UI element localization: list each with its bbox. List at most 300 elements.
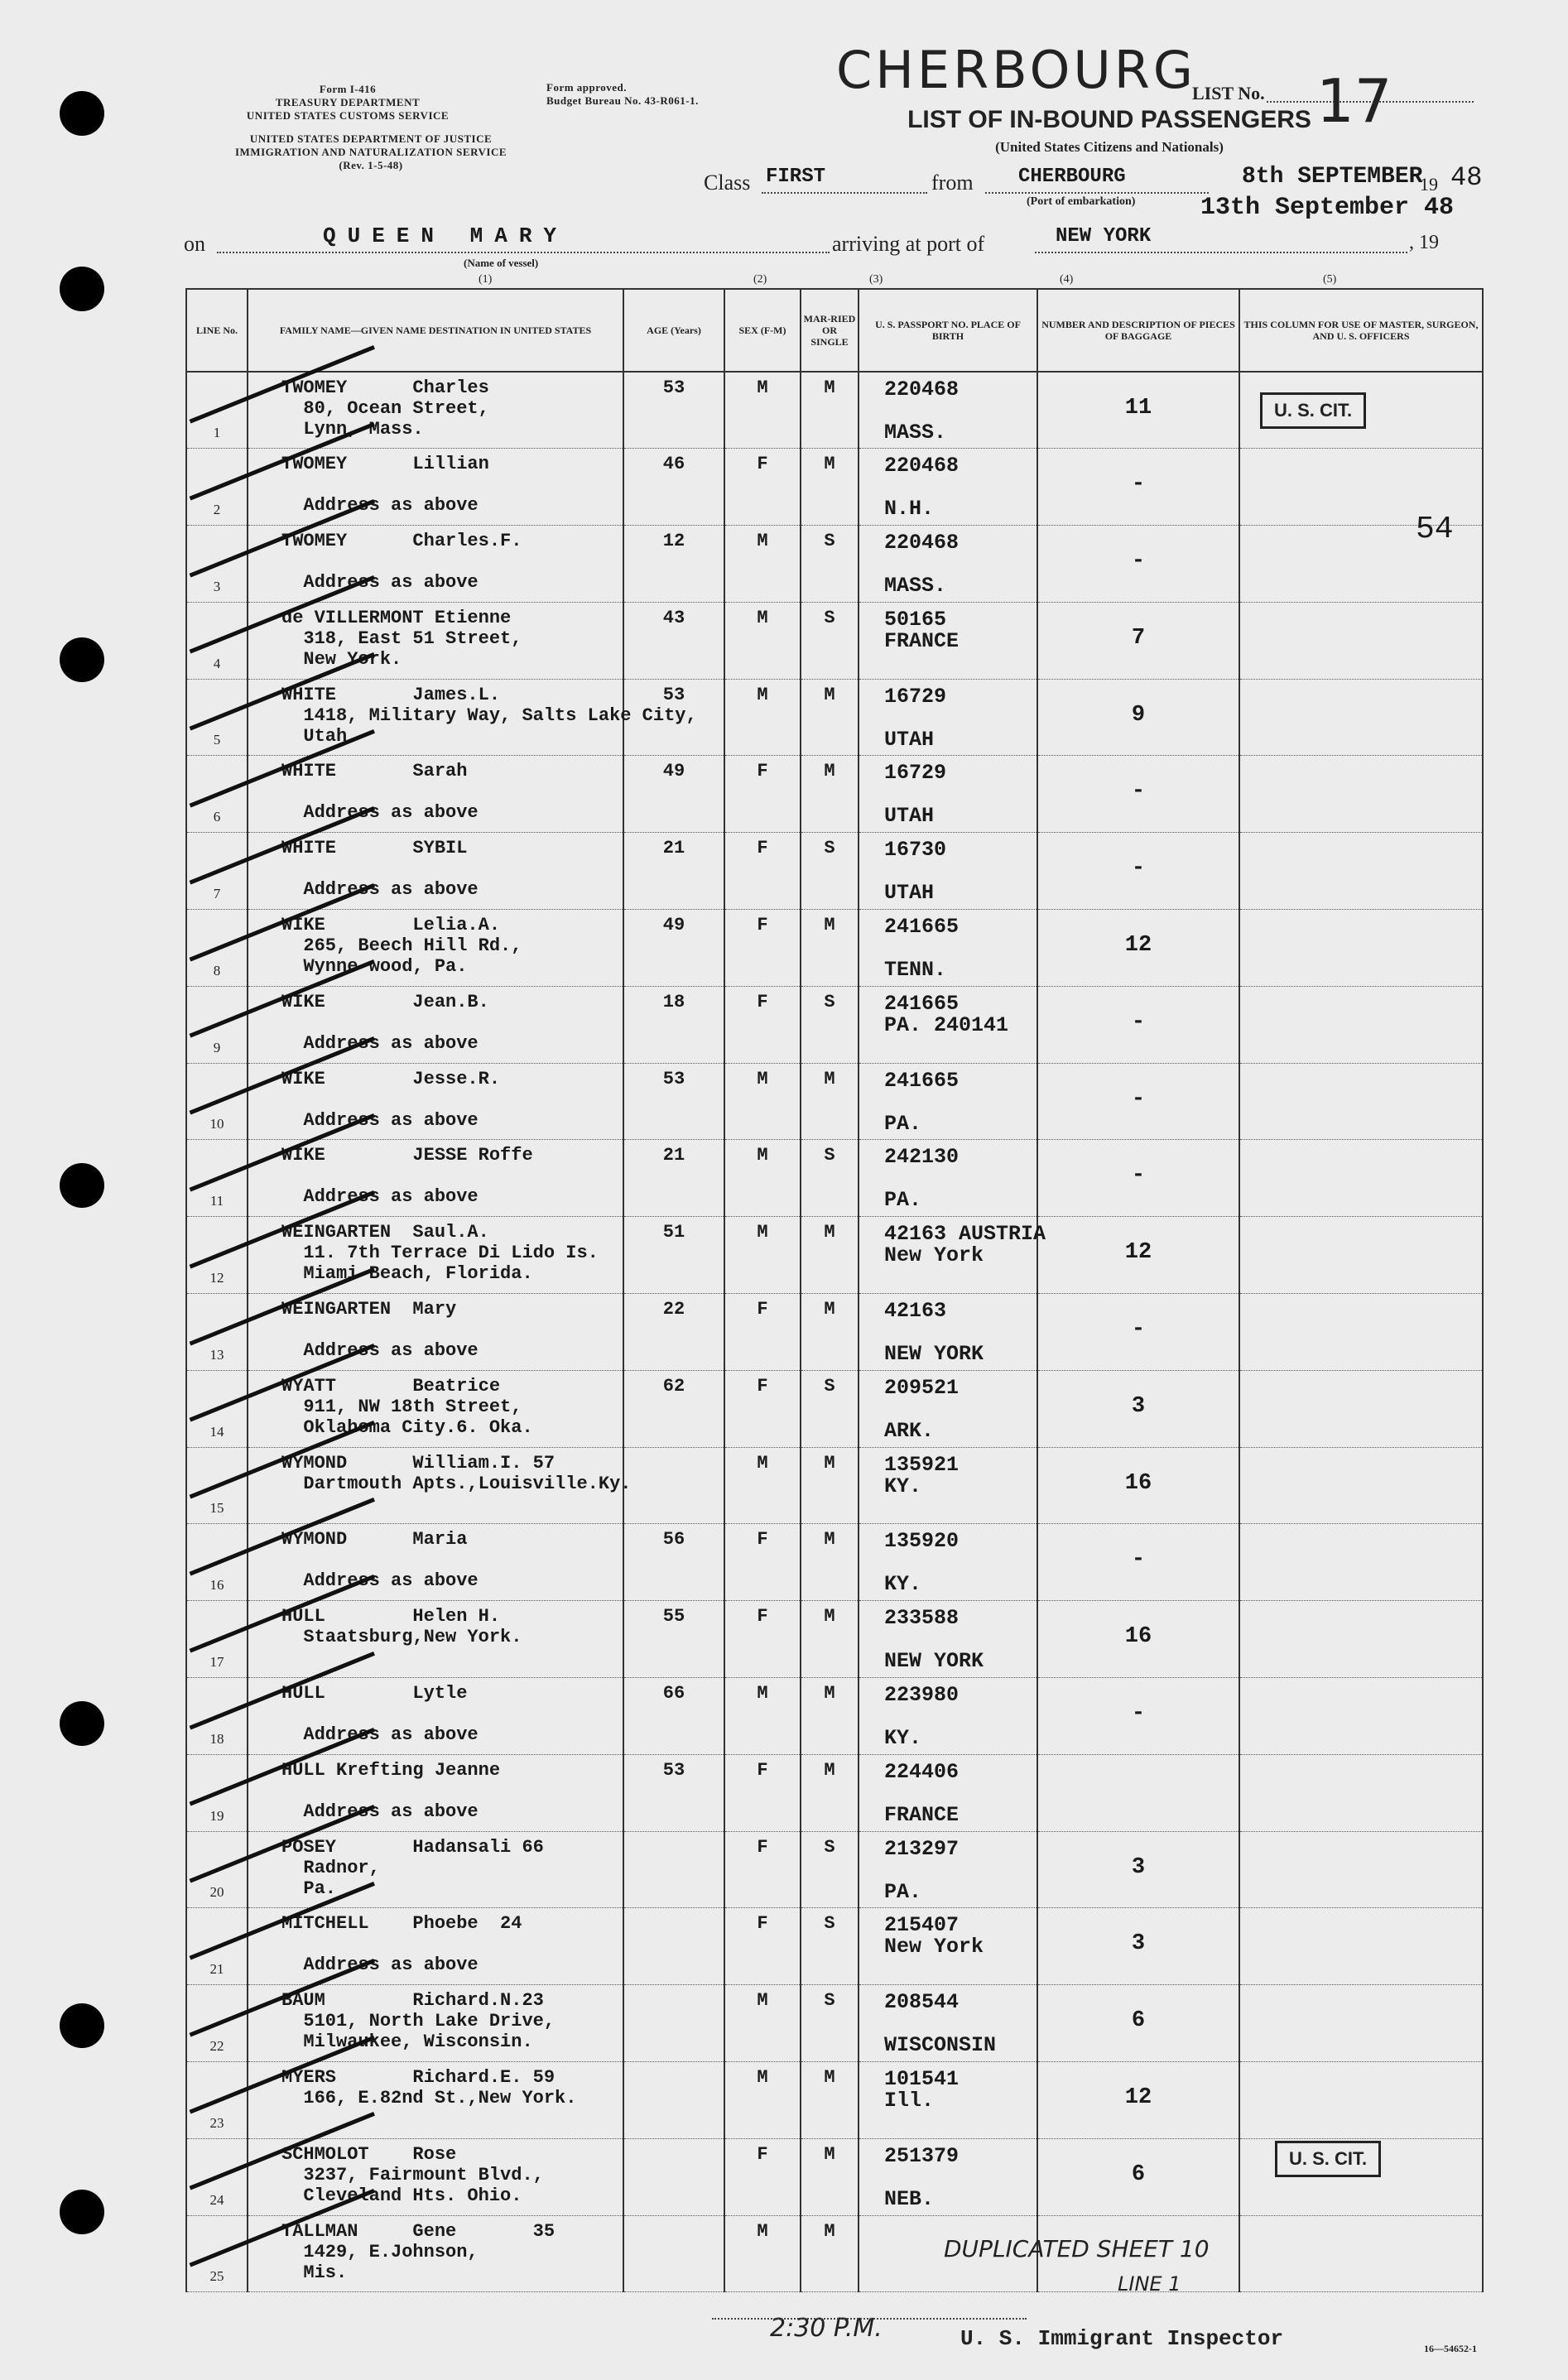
name-cell: [248, 833, 623, 910]
form-subtitle: (United States Citizens and Nationals): [995, 139, 1224, 155]
name-value: POSEY Hadansali 66 Radnor, Pa.: [281, 1836, 544, 1899]
bag-value: -: [1131, 1163, 1146, 1189]
bag-cell: [1037, 1985, 1239, 2062]
ms-cell: [801, 1217, 859, 1294]
passport-cell: [859, 526, 1037, 603]
name-cell: [248, 1831, 623, 1908]
form-revision: (Rev. 1-5-48): [339, 159, 403, 171]
bag-value: 9: [1131, 702, 1146, 728]
from-value: CHERBOURG: [1018, 166, 1126, 188]
bag-cell: [1037, 372, 1239, 449]
bag-cell: [1037, 910, 1239, 987]
officers-cell: [1239, 2062, 1483, 2139]
age-cell: [623, 526, 724, 603]
ms-cell: [801, 1370, 859, 1447]
name-cell: [248, 1217, 623, 1294]
name-value: TALLMAN Gene 35 1429, E.Johnson, Mis.: [281, 2220, 556, 2283]
ms-cell: [801, 1063, 859, 1140]
ms-value: M: [824, 2067, 835, 2089]
passport-value: 242130 PA.: [884, 1145, 960, 1213]
line-number: 6: [213, 809, 221, 825]
sex-value: F: [757, 1759, 768, 1781]
bag-value: -: [1131, 472, 1146, 498]
bag-cell: [1037, 1370, 1239, 1447]
line-number: 1: [213, 425, 221, 441]
name-cell: [248, 986, 623, 1063]
name-cell: [248, 910, 623, 987]
sex-value: F: [757, 454, 768, 475]
age-cell: [623, 1140, 724, 1217]
age-cell: [623, 1985, 724, 2062]
sex-cell: [724, 1447, 801, 1524]
sex-cell: [724, 526, 801, 603]
age-cell: [623, 449, 724, 526]
name-cell: [248, 1601, 623, 1678]
passport-cell: [859, 1063, 1037, 1140]
treasury-dept: TREASURY DEPARTMENT: [275, 96, 421, 108]
ms-value: M: [824, 1452, 835, 1474]
ms-value: M: [824, 1683, 835, 1704]
bag-cell: [1037, 602, 1239, 679]
table-row: [186, 2215, 1483, 2292]
sex-cell: [724, 833, 801, 910]
passport-value: 241665 PA.: [884, 1068, 960, 1136]
table-row: [186, 986, 1483, 1063]
sex-value: F: [757, 1836, 768, 1858]
arriving-line: [1035, 252, 1407, 253]
ms-value: M: [824, 761, 835, 782]
officers-cell: [1239, 833, 1483, 910]
bag-value: -: [1131, 1009, 1146, 1035]
name-cell: [248, 1370, 623, 1447]
bag-value: -: [1131, 779, 1146, 805]
age-cell: [623, 1831, 724, 1908]
age-value: 21: [662, 838, 685, 859]
name-value: de VILLERMONT Etienne 318, East 51 Street, New York.: [281, 607, 522, 670]
ms-value: S: [824, 991, 835, 1012]
col-num-1: (1): [479, 273, 493, 286]
name-cell: [248, 2215, 623, 2292]
passport-cell: [859, 910, 1037, 987]
passport-value: 42163 AUSTRIA New York: [884, 1222, 1046, 1268]
table-row: [186, 1754, 1483, 1831]
bag-value: [1038, 1755, 1239, 1778]
line-number: 3: [213, 578, 221, 594]
name-cell: [248, 1447, 632, 1524]
table-row: [186, 1831, 1483, 1908]
sex-value: M: [757, 1452, 768, 1474]
bag-cell: [1037, 2062, 1239, 2139]
officers-cell: [1239, 1908, 1483, 1985]
line-number: 21: [209, 1961, 224, 1978]
table-row: [186, 1447, 1483, 1524]
approval-block: [546, 81, 795, 108]
officers-cell: [1239, 1140, 1483, 1217]
passport-cell: [859, 372, 1037, 449]
ms-cell: [801, 602, 859, 679]
vessel-line: [217, 252, 830, 253]
ms-value: M: [824, 1299, 835, 1320]
passport-cell: [859, 2138, 1037, 2215]
sex-cell: [724, 2138, 801, 2215]
passport-cell: [859, 833, 1037, 910]
line-number: 8: [213, 962, 221, 978]
line-number: 15: [209, 1500, 224, 1517]
line-number: 19: [209, 1807, 224, 1824]
line-number: 4: [213, 655, 221, 671]
name-value: WIKE Jesse.R. Address as above: [281, 1068, 501, 1131]
duplicated-note: DUPLICATED SHEET 10: [944, 2235, 1210, 2262]
bag-value: -: [1131, 1317, 1146, 1343]
ms-cell: [801, 756, 859, 833]
line-number: 10: [209, 1116, 224, 1132]
bag-cell: [1037, 1063, 1239, 1140]
name-cell: [248, 372, 623, 449]
punch-hole: [60, 1701, 104, 1746]
name-cell: [248, 1294, 623, 1371]
ms-value: S: [824, 607, 835, 628]
col-num-4: (4): [1060, 273, 1074, 286]
table-row: [186, 1985, 1483, 2062]
passport-cell: [859, 449, 1037, 526]
age-cell: [623, 1294, 724, 1371]
ms-cell: [801, 1831, 859, 1908]
ms-value: M: [824, 1222, 835, 1243]
ms-value: S: [824, 1375, 835, 1397]
name-value: MYERS Richard.E. 59 166, E.82nd St.,New York.: [281, 2067, 577, 2109]
sex-value: F: [757, 761, 768, 782]
ms-cell: [801, 2138, 859, 2215]
passport-value: 42163 NEW YORK: [884, 1299, 984, 1367]
passport-cell: [859, 1217, 1046, 1294]
ms-value: M: [824, 1529, 835, 1551]
age-cell: [623, 1678, 724, 1755]
handwritten-port: CHERBOURG: [836, 40, 1196, 100]
sex-value: F: [757, 991, 768, 1012]
bag-value: 12: [1124, 933, 1152, 959]
bag-value: 3: [1131, 1393, 1146, 1419]
sex-value: F: [757, 2143, 768, 2165]
line-number: 16: [209, 1577, 224, 1594]
age-cell: [623, 910, 724, 987]
table-row: [186, 602, 1483, 679]
passport-value: 215407 New York: [884, 1913, 984, 1959]
name-cell: [248, 1063, 623, 1140]
name-value: SCHMOLOT Rose 3237, Fairmount Blvd., Cleveland Hts. Ohio.: [281, 2143, 544, 2206]
passport-cell: [859, 679, 1037, 756]
table-row: [186, 910, 1483, 987]
officers-cell: [1239, 1217, 1483, 1294]
sex-cell: [724, 1217, 801, 1294]
table-row: [186, 679, 1483, 756]
bag-value: 6: [1131, 2161, 1146, 2187]
sex-cell: [724, 1754, 801, 1831]
line-number: 11: [209, 1193, 224, 1209]
ms-cell: [801, 1524, 859, 1601]
passport-cell: [859, 756, 1037, 833]
name-cell: [248, 526, 623, 603]
table-row: [186, 756, 1483, 833]
bag-value: -: [1131, 1547, 1146, 1573]
passport-value: 213297 PA.: [884, 1836, 960, 1904]
officers-cell: [1239, 1601, 1483, 1678]
bag-value: 16: [1124, 1624, 1152, 1650]
age-value: [624, 1985, 724, 1990]
line-number: 22: [209, 2038, 224, 2055]
passport-cell: [859, 986, 1037, 1063]
passport-cell: [859, 1140, 1037, 1217]
sex-cell: [724, 1831, 801, 1908]
officers-cell: [1239, 1294, 1483, 1371]
ms-value: M: [824, 915, 835, 936]
us-citizen-stamp-bottom: U. S. CIT.: [1275, 2141, 1381, 2177]
line-number: 2: [213, 502, 221, 518]
passport-value: 16729 UTAH: [884, 761, 947, 829]
ms-value: M: [824, 377, 835, 398]
bag-value: 16: [1124, 1470, 1152, 1496]
age-cell: [623, 372, 724, 449]
ms-cell: [801, 526, 859, 603]
officers-cell: [1239, 2215, 1483, 2292]
ms-cell: [801, 1294, 859, 1371]
age-cell: [623, 2215, 724, 2292]
ins-service: IMMIGRATION AND NATURALIZATION SERVICE: [234, 146, 507, 158]
duplicated-line: LINE 1: [1118, 2272, 1181, 2296]
sex-value: M: [757, 684, 768, 705]
date-typed: 8th SEPTEMBER: [1242, 164, 1423, 190]
name-value: TWOMEY Charles.F. Address as above: [281, 531, 522, 594]
sex-cell: [724, 756, 801, 833]
ms-value: M: [824, 2143, 835, 2165]
passport-cell: [859, 1601, 1037, 1678]
signature-line: [712, 2318, 1027, 2320]
passport-value: 251379 NEB.: [884, 2143, 960, 2211]
line-number: 18: [209, 1730, 224, 1747]
sex-cell: [724, 910, 801, 987]
age-cell: [623, 1524, 724, 1601]
name-cell: [248, 1678, 623, 1755]
name-cell: [248, 1985, 623, 2062]
age-value: 53: [662, 377, 685, 398]
sex-value: M: [757, 1222, 768, 1243]
name-cell: [248, 1524, 623, 1601]
arriving-port: NEW YORK: [1056, 225, 1152, 248]
passport-value: 233588 NEW YORK: [884, 1606, 984, 1674]
passport-value: 220468 N.H.: [884, 454, 960, 522]
age-cell: [623, 756, 724, 833]
passport-cell: [859, 1294, 1037, 1371]
punch-hole: [60, 91, 104, 136]
bag-value: 11: [1124, 396, 1152, 421]
age-cell: [623, 2138, 724, 2215]
sex-value: M: [757, 377, 768, 398]
bag-value: -: [1131, 1701, 1146, 1727]
age-cell: [623, 1601, 724, 1678]
officers-cell: [1239, 756, 1483, 833]
sex-cell: [724, 1294, 801, 1371]
table-row: [186, 449, 1483, 526]
sex-value: F: [757, 915, 768, 936]
officers-cell: [1239, 1831, 1483, 1908]
list-number: 17: [1316, 66, 1392, 136]
officers-cell: [1239, 1985, 1483, 2062]
col-num-2: (2): [753, 273, 767, 286]
ms-cell: [801, 833, 859, 910]
bag-cell: [1037, 1447, 1239, 1524]
sex-value: M: [757, 2220, 768, 2242]
budget-bureau: Budget Bureau No. 43-R061-1.: [546, 94, 699, 107]
col-line: LINE No.: [186, 289, 248, 372]
age-value: 49: [662, 761, 685, 782]
age-cell: [623, 1370, 724, 1447]
passport-cell: [859, 1524, 1037, 1601]
sex-cell: [724, 2215, 801, 2292]
passport-value: 223980 KY.: [884, 1683, 960, 1751]
ms-cell: [801, 1985, 859, 2062]
justice-dept: UNITED STATES DEPARTMENT OF JUSTICE: [249, 132, 493, 145]
ms-cell: [801, 1447, 859, 1524]
name-value: WYATT Beatrice 911, NW 18th Street, Oklahoma City.6. Oka.: [281, 1375, 533, 1438]
officers-cell: [1239, 1063, 1483, 1140]
passport-value: 241665 TENN.: [884, 915, 960, 983]
sex-cell: [724, 1140, 801, 1217]
ms-value: M: [824, 1068, 835, 1089]
name-cell: [248, 1754, 623, 1831]
ms-cell: [801, 986, 859, 1063]
from-label: from: [931, 171, 974, 195]
sex-cell: [724, 1678, 801, 1755]
bag-cell: [1037, 1524, 1239, 1601]
passport-value: 241665 PA. 240141: [884, 991, 1009, 1037]
age-value: 46: [662, 454, 685, 475]
ms-cell: [801, 449, 859, 526]
bag-cell: [1037, 833, 1239, 910]
ms-value: M: [824, 2220, 835, 2242]
passport-cell: [859, 1678, 1037, 1755]
officers-cell: [1239, 679, 1483, 756]
name-value: HULL Lytle Address as above: [281, 1683, 479, 1746]
line-number: 25: [209, 2268, 224, 2285]
col-name: FAMILY NAME—GIVEN NAME DESTINATION IN UNITED STATES: [248, 289, 623, 372]
form-approved: Form approved.: [546, 81, 628, 94]
line-number: 23: [209, 2114, 224, 2131]
age-value: 51: [662, 1222, 685, 1243]
age-value: 18: [662, 991, 685, 1012]
age-value: 21: [662, 1145, 685, 1166]
sex-cell: [724, 1908, 801, 1985]
officers-cell: [1239, 1447, 1483, 1524]
officers-cell: [1239, 1370, 1483, 1447]
age-value: 62: [662, 1375, 685, 1397]
bag-cell: [1037, 1908, 1239, 1985]
ms-cell: [801, 1754, 859, 1831]
sex-cell: [724, 2062, 801, 2139]
passport-value: 135921 KY.: [884, 1452, 960, 1498]
age-value: 55: [662, 1606, 685, 1628]
sex-value: F: [757, 1529, 768, 1551]
passport-value: [859, 2216, 1037, 2223]
name-cell: [248, 1908, 623, 1985]
bag-cell: [1037, 1140, 1239, 1217]
sex-value: F: [757, 1375, 768, 1397]
on-label: on: [184, 232, 205, 256]
col-age: AGE (Years): [623, 289, 724, 372]
age-value: [624, 1448, 724, 1453]
sex-value: F: [757, 838, 768, 859]
age-value: [624, 2139, 724, 2144]
us-citizen-stamp: U. S. CIT.: [1260, 392, 1366, 429]
passport-value: 135920 KY.: [884, 1529, 960, 1597]
name-value: WYMOND William.I. 57 Dartmouth Apts.,Louisville.Ky.: [281, 1452, 632, 1494]
name-value: BAUM Richard.N.23 5101, North Lake Drive, Milwaukee, Wisconsin.: [281, 1990, 556, 2053]
list-no-label: LIST No.: [1192, 83, 1265, 103]
table-row: [186, 833, 1483, 910]
ms-cell: [801, 1908, 859, 1985]
sex-cell: [724, 1601, 801, 1678]
age-value: 49: [662, 915, 685, 936]
ms-value: S: [824, 1836, 835, 1858]
bag-cell: [1037, 1831, 1239, 1908]
ms-value: S: [824, 1913, 835, 1935]
class-line: [762, 192, 927, 194]
punch-hole: [60, 267, 104, 311]
from-line: [985, 192, 1209, 194]
arriving-label: arriving at port of: [832, 232, 985, 256]
bag-value: 7: [1131, 625, 1146, 651]
officers-cell: [1239, 1678, 1483, 1755]
ms-cell: [801, 2062, 859, 2139]
ms-value: M: [824, 684, 835, 705]
age-cell: [623, 1908, 724, 1985]
name-value: HULL Helen H. Staatsburg,New York.: [281, 1606, 522, 1648]
form-title: LIST OF IN-BOUND PASSENGERS: [907, 106, 1311, 133]
bag-value: -: [1131, 1086, 1146, 1112]
name-value: WEINGARTEN Saul.A. 11. 7th Terrace Di Lido Is. Miami Beach, Florida.: [281, 1222, 599, 1285]
name-value: WHITE James.L. 1418, Military Way, Salts Lake City, Utah.: [281, 684, 697, 747]
ms-value: S: [824, 531, 835, 552]
table-row: [186, 526, 1483, 603]
officers-cell: [1239, 986, 1483, 1063]
age-value: 22: [662, 1299, 685, 1320]
table-row: [186, 1063, 1483, 1140]
name-cell: [248, 1140, 623, 1217]
passport-cell: [859, 2062, 1037, 2139]
table-row: [186, 1524, 1483, 1601]
punch-hole: [60, 2190, 104, 2234]
sex-cell: [724, 449, 801, 526]
col-married: MAR-RIED OR SINGLE: [801, 289, 859, 372]
line-number: 14: [209, 1423, 224, 1440]
punch-hole: [60, 2003, 104, 2048]
passport-value: 220468 MASS.: [884, 531, 960, 599]
table-row: [186, 1140, 1483, 1217]
age-value: 43: [662, 607, 685, 628]
age-value: [624, 2062, 724, 2067]
sex-cell: [724, 986, 801, 1063]
ms-cell: [801, 372, 859, 449]
age-value: 53: [662, 684, 685, 705]
passport-cell: [859, 1985, 1037, 2062]
ms-value: M: [824, 1606, 835, 1628]
ms-value: M: [824, 1759, 835, 1781]
bag-value: 3: [1131, 1854, 1146, 1880]
name-value: WIKE Lelia.A. 265, Beech Hill Rd., Wynne wood, Pa.: [281, 915, 522, 978]
bag-cell: [1037, 1754, 1239, 1831]
ms-value: S: [824, 838, 835, 859]
passport-value: 220468 MASS.: [884, 377, 960, 445]
passport-cell: [859, 602, 1037, 679]
bag-cell: [1037, 986, 1239, 1063]
